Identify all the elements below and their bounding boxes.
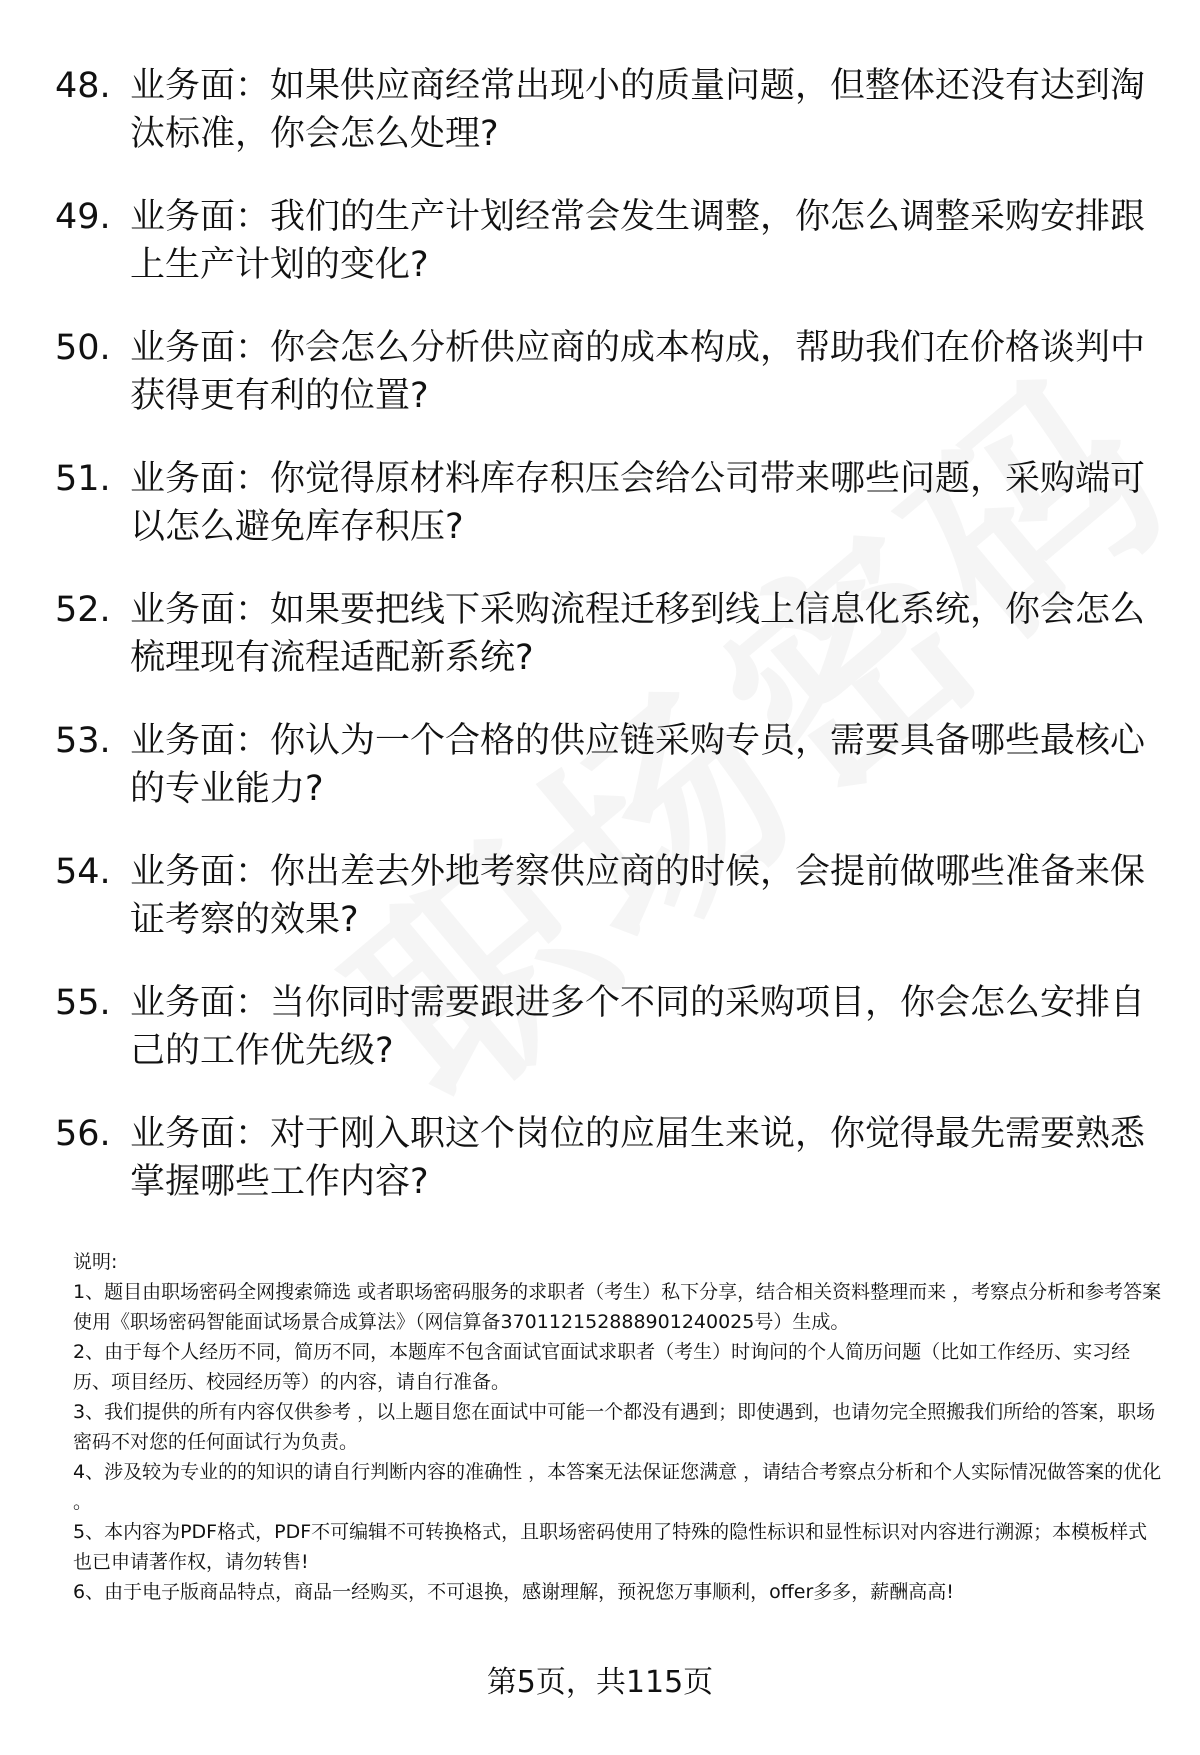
question-text: 业务面：你认为一个合格的供应链采购专员，需要具备哪些最核心的专业能力? [130, 721, 1146, 809]
question-number: 56. [55, 1114, 111, 1154]
question-list [55, 62, 1145, 1241]
note-item: 4、涉及较为专业的的知识的请自行判断内容的准确性 ，本答案无法保证您满意 ，请结合考察点分析和个人实际情况做答案的优化 。 [73, 1461, 1162, 1513]
question-number: 55. [55, 983, 111, 1023]
question-number: 50. [55, 328, 111, 368]
question-item [55, 848, 1145, 944]
question-text: 业务面：对于刚入职这个岗位的应届生来说，你觉得最先需要熟悉掌握哪些工作内容? [130, 1114, 1146, 1202]
question-text: 业务面：你出差去外地考察供应商的时候，会提前做哪些准备来保证考察的效果? [130, 852, 1146, 940]
question-text: 业务面：如果要把线下采购流程迁移到线上信息化系统，你会怎么梳理现有流程适配新系统? [130, 590, 1146, 678]
note-item: 2、由于每个人经历不同，简历不同，本题库不包含面试官面试求职者（考生）时询问的个人简历问题（比如工作经历、实习经历、项目经历、校园经历等）的内容，请自行准备。 [73, 1341, 1131, 1393]
question-item [55, 979, 1145, 1075]
note-item: 6、由于电子版商品特点，商品一经购买，不可退换，感谢理解，预祝您万事顺利，offer多多，薪酬高高! [73, 1581, 954, 1603]
page-number: 第5页，共115页 [486, 1665, 714, 1700]
question-text: 业务面：如果供应商经常出现小的质量问题，但整体还没有达到淘汰标准，你会怎么处理? [130, 66, 1146, 154]
notes-title: 说明: [73, 1251, 118, 1273]
question-item [55, 62, 1145, 158]
question-text: 业务面：我们的生产计划经常会发生调整，你怎么调整采购安排跟上生产计划的变化? [130, 197, 1146, 285]
question-text: 业务面：当你同时需要跟进多个不同的采购项目，你会怎么安排自己的工作优先级? [130, 983, 1146, 1071]
question-number: 54. [55, 852, 111, 892]
note-item: 1、题目由职场密码全网搜索筛选 或者职场密码服务的求职者（考生）私下分享，结合相关资料整理而来 ，考察点分析和参考答案使用《职场密码智能面试场景合成算法》（网信算备37011215288890124002​5号）生成。 [73, 1281, 1162, 1333]
question-text: 业务面：你会怎么分析供应商的成本构成，帮助我们在价格谈判中获得更有利的位置? [130, 328, 1146, 416]
note-item: 5、本内容为PDF格式，PDF不可编辑不可转换格式，且职场密码使用了特殊的隐性标识和显性标识对内容进行溯源；本模板样式也已申请著作权，请勿转售! [73, 1521, 1148, 1573]
question-item [55, 324, 1145, 420]
note-item: 3、我们提供的所有内容仅供参考 ，以上题目您在面试中可能一个都没有遇到；即使遇到，也请勿完全照搬我们所给的答案，职场密码不对您的任何面试行为负责。 [73, 1401, 1156, 1453]
question-number: 52. [55, 590, 111, 630]
question-item [55, 455, 1145, 551]
question-number: 51. [55, 459, 111, 499]
question-number: 48. [55, 66, 111, 106]
question-item [55, 586, 1145, 682]
question-text: 业务面：你觉得原材料库存积压会给公司带来哪些问题，采购端可以怎么避免库存积压? [130, 459, 1146, 547]
question-item [55, 193, 1145, 289]
question-number: 49. [55, 197, 111, 237]
question-number: 53. [55, 721, 111, 761]
notes-section [73, 1247, 1163, 1607]
question-item [55, 1110, 1145, 1206]
question-item [55, 717, 1145, 813]
